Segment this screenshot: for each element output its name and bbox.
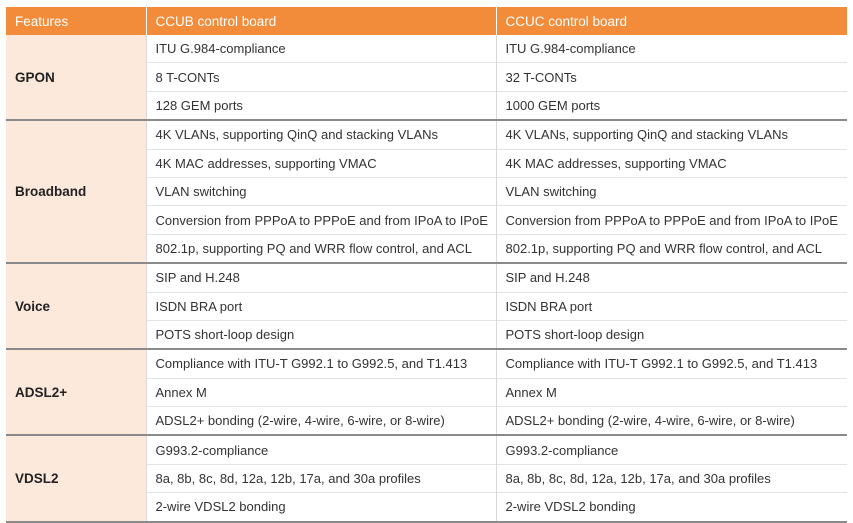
table-row bbox=[6, 120, 847, 149]
table-footer bbox=[6, 522, 847, 523]
feature-group-label: VDSL2 bbox=[6, 435, 146, 521]
ccuc-cell: 802.1p, supporting PQ and WRR flow control, and ACL bbox=[496, 234, 847, 263]
ccub-cell: G993.2-compliance bbox=[146, 435, 496, 464]
ccub-cell: ISDN BRA port bbox=[146, 292, 496, 320]
ccub-cell: VLAN switching bbox=[146, 177, 496, 205]
ccub-cell: SIP and H.248 bbox=[146, 263, 496, 292]
table-row bbox=[6, 263, 847, 292]
header-ccub: CCUB control board bbox=[146, 7, 496, 35]
ccub-cell: 8 T-CONTs bbox=[146, 63, 496, 91]
table-header bbox=[6, 7, 847, 35]
ccub-cell: 802.1p, supporting PQ and WRR flow control, and ACL bbox=[146, 234, 496, 263]
ccub-cell: ADSL2+ bonding (2-wire, 4-wire, 6-wire, or 8-wire) bbox=[146, 407, 496, 436]
ccuc-cell: POTS short-loop design bbox=[496, 320, 847, 349]
ccub-cell: 4K MAC addresses, supporting VMAC bbox=[146, 149, 496, 177]
ccub-cell: POTS short-loop design bbox=[146, 320, 496, 349]
feature-comparison-table bbox=[6, 7, 847, 523]
table-row bbox=[6, 35, 847, 63]
feature-group-label: Broadband bbox=[6, 120, 146, 263]
table-row bbox=[6, 435, 847, 464]
feature-group-label: ADSL2+ bbox=[6, 349, 146, 435]
ccub-cell: Conversion from PPPoA to PPPoE and from IPoA to IPoE bbox=[146, 206, 496, 234]
ccuc-cell: Annex M bbox=[496, 378, 847, 406]
ccub-cell: Annex M bbox=[146, 378, 496, 406]
ccuc-cell: G993.2-compliance bbox=[496, 435, 847, 464]
comparison-table-container bbox=[6, 7, 847, 523]
ccuc-cell: ISDN BRA port bbox=[496, 292, 847, 320]
table-body bbox=[6, 35, 847, 522]
feature-group-label: GPON bbox=[6, 35, 146, 120]
ccuc-cell: 32 T-CONTs bbox=[496, 63, 847, 91]
table-row bbox=[6, 349, 847, 378]
ccub-cell: ITU G.984-compliance bbox=[146, 35, 496, 63]
ccub-cell: 8a, 8b, 8c, 8d, 12a, 12b, 17a, and 30a profiles bbox=[146, 464, 496, 492]
ccuc-cell: VLAN switching bbox=[496, 177, 847, 205]
ccub-cell: 2-wire VDSL2 bonding bbox=[146, 493, 496, 522]
ccuc-cell: SIP and H.248 bbox=[496, 263, 847, 292]
ccuc-cell: 4K MAC addresses, supporting VMAC bbox=[496, 149, 847, 177]
ccub-cell: 4K VLANs, supporting QinQ and stacking VLANs bbox=[146, 120, 496, 149]
ccuc-cell: 1000 GEM ports bbox=[496, 91, 847, 120]
ccuc-cell: 4K VLANs, supporting QinQ and stacking VLANs bbox=[496, 120, 847, 149]
header-features: Features bbox=[6, 7, 146, 35]
ccub-cell: 128 GEM ports bbox=[146, 91, 496, 120]
ccub-cell: Compliance with ITU-T G992.1 to G992.5, and T1.413 bbox=[146, 349, 496, 378]
ccuc-cell: ADSL2+ bonding (2-wire, 4-wire, 6-wire, or 8-wire) bbox=[496, 407, 847, 436]
ccuc-cell: 2-wire VDSL2 bonding bbox=[496, 493, 847, 522]
header-ccuc: CCUC control board bbox=[496, 7, 847, 35]
ccuc-cell: 8a, 8b, 8c, 8d, 12a, 12b, 17a, and 30a profiles bbox=[496, 464, 847, 492]
feature-group-label: Voice bbox=[6, 263, 146, 349]
ccuc-cell: Compliance with ITU-T G992.1 to G992.5, and T1.413 bbox=[496, 349, 847, 378]
ccuc-cell: ITU G.984-compliance bbox=[496, 35, 847, 63]
ccuc-cell: Conversion from PPPoA to PPPoE and from IPoA to IPoE bbox=[496, 206, 847, 234]
header-row bbox=[6, 7, 847, 35]
